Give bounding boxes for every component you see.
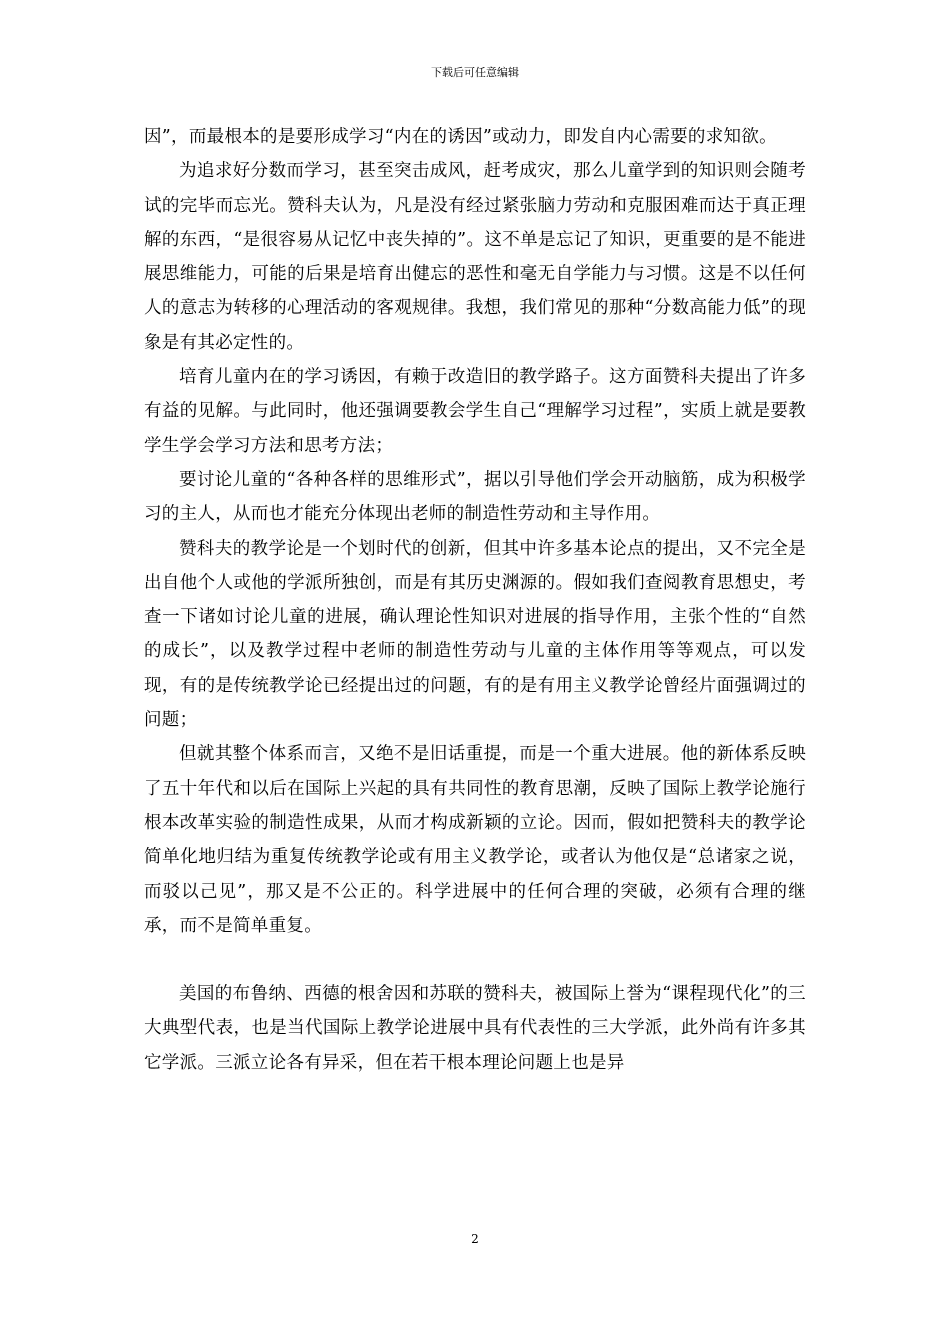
paragraph-1: 因”，而最根本的是要形成学习“内在的诱因”或动力，即发自内心需要的求知欲。 xyxy=(144,127,777,147)
paragraph-7: 美国的布鲁纳、西德的根舍因和苏联的赞科夫，被国际上誉为“课程现代化”的三大典型代表，也是当代国际上教学论进展中具有代表性的三大学派，此外尚有许多其它学派。三派立论各有异采，但在若干根本理论问题上也是异 xyxy=(144,984,806,1073)
paragraph-3: 培育儿童内在的学习诱因，有赖于改造旧的教学路子。这方面赞科夫提出了许多有益的见解。与此同时，他还强调要教会学生自己“理解学习过程”，实质上就是要教学生学会学习方法和思考方法； xyxy=(144,367,806,456)
page-header: 下载后可任意编辑 xyxy=(431,66,519,79)
page-number: 2 xyxy=(471,1232,479,1246)
paragraph-5: 赞科夫的教学论是一个划时代的创新，但其中许多基本论点的提出，又不完全是出自他个人或他的学派所独创，而是有其历史渊源的。假如我们查阅教育思想史，考查一下诸如讨论儿童的进展，确认理论性知识对进展的指导作用，主张个性的“自然的成长”，以及教学过程中老师的制造性劳动与儿童的主体作用等等观点，可以发现，有的是传统教学论已经提出过的问题，有的是有用主义教学论曾经片面强调过的问题； xyxy=(144,538,806,731)
document-body xyxy=(144,120,806,1080)
paragraph-4: 要讨论儿童的“各种各样的思维形式”，据以引导他们学会开动脑筋，成为积极学习的主人，从而也才能充分体现出老师的制造性劳动和主导作用。 xyxy=(144,469,806,525)
paragraph-6: 但就其整个体系而言，又绝不是旧话重提，而是一个重大进展。他的新体系反映了五十年代和以后在国际上兴起的具有共同性的教育思潮，反映了国际上教学论施行根本改革实验的制造性成果，从而才构成新颖的立论。因而，假如把赞科夫的教学论简单化地归结为重复传统教学论或有用主义教学论，或者认为他仅是“总诸家之说，而驳以己见”，那又是不公正的。科学进展中的任何合理的突破，必须有合理的继承，而不是简单重复。 xyxy=(144,744,806,936)
paragraph-2: 为追求好分数而学习，甚至突击成风，赶考成灾，那么儿童学到的知识则会随考试的完毕而忘光。赞科夫认为，凡是没有经过紧张脑力劳动和克服困难而达于真正理解的东西，“是很容易从记忆中丧失掉的”。这不单是忘记了知识，更重要的是不能进展思维能力，可能的后果是培育出健忘的恶性和毫无自学能力与习惯。这是不以任何人的意志为转移的心理活动的客观规律。我想，我们常见的那种“分数高能力低”的现象是有其必定性的。 xyxy=(144,161,806,353)
